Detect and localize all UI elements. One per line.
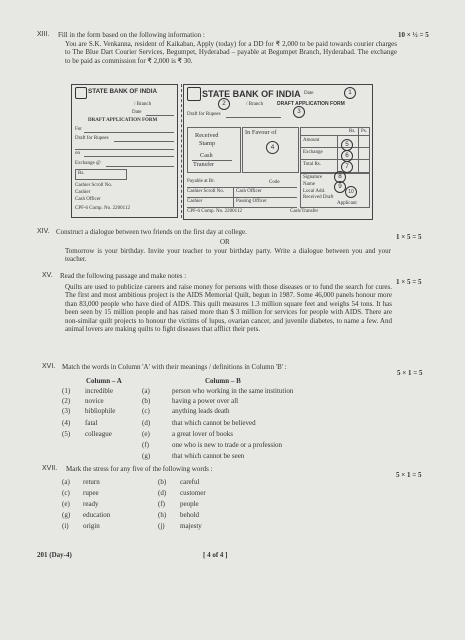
payable-at-label: Payable at Br.	[187, 179, 215, 184]
form-draft-for-field[interactable]	[226, 117, 281, 118]
counterfoil-draft-for-field[interactable]	[114, 141, 174, 142]
form-cpf: CPF-6 Comp. No. 2200112	[187, 209, 242, 214]
list-item: education	[83, 511, 111, 519]
list-item: anything leads death	[172, 407, 230, 415]
list-item-number: (f)	[158, 500, 165, 508]
q17-marks: 5 × 1 = 5	[396, 471, 422, 479]
received-stamp-box: Received Stamp Cash Transfer	[187, 127, 241, 173]
q16-text: Match the words in Column 'A' with their meanings / definitions in Column 'B' :	[62, 363, 287, 371]
counterfoil-exchange-field[interactable]	[106, 166, 174, 167]
list-item-number: (3)	[62, 407, 71, 415]
applicant-label: Applicant	[337, 201, 357, 206]
q14-alternative: Tomorrow is your birthday. Invite your teacher to your birthday party. Write a dialogue between you and your teacher.	[65, 247, 391, 264]
list-item: person who working in the same institution	[172, 387, 294, 395]
q13-instructions: You are S.K. Venkanna, resident of Kaikaban, Apply (today) for a DD for ₹ 2,000 to be paid towards courier charges to The Blue Dart Courier Services, Begumpet, Hyderabad – payable at Begumpet Branch, Hyderabad. The exchange to be paid as commission for ₹ 2,000 is ₹ 30.	[65, 40, 397, 65]
list-item-number: (b)	[158, 478, 167, 486]
counterfoil-for-label: For	[75, 127, 82, 132]
list-item-number: (e)	[62, 500, 70, 508]
amount-label: Amount	[303, 138, 320, 143]
marker-1: 1	[344, 87, 356, 99]
list-item: a great lover of books	[172, 430, 234, 438]
list-item-number: (b)	[142, 397, 151, 405]
q15-text: Read the following passage and make notes :	[60, 272, 187, 280]
counterfoil-exchange-label: Exchange @	[75, 161, 101, 166]
list-item-number: (1)	[62, 387, 71, 395]
cash-officer-label: Cash Officer	[236, 189, 262, 194]
list-item-number: (e)	[142, 430, 150, 438]
cash-transfer-label: Cash/Transfer	[290, 209, 319, 214]
list-item: fatal	[85, 419, 98, 427]
passing-officer-label: Passing Officer	[236, 199, 267, 204]
list-item-number: (g)	[142, 452, 151, 460]
q16-marks: 5 × 1 = 5	[397, 369, 423, 377]
q13-marks: 10 × ½ = 5	[398, 31, 429, 39]
form-draft-for-label: Draft for Rupees	[187, 112, 221, 117]
cashier-label: Cashier	[187, 199, 203, 204]
marker-2: 2	[218, 98, 230, 110]
form-branch-label: / Branch	[246, 102, 264, 107]
list-item: return	[83, 478, 100, 486]
q15-marks: 1 × 5 = 5	[396, 278, 422, 286]
list-item: one who is new to trade or a profession	[172, 441, 283, 449]
marker-6: 6	[341, 150, 353, 162]
counterfoil-branch-label: / Branch	[134, 102, 152, 107]
counterfoil-rs-box[interactable]: Rs.	[75, 169, 127, 180]
form-date-label: Date	[304, 91, 314, 96]
q14-marks: 1 × 5 = 5	[396, 233, 422, 241]
counterfoil-cashier: Cashier	[75, 190, 91, 195]
list-item-number: (4)	[62, 419, 71, 427]
footer-paper-code: 201 (Day-4)	[37, 551, 72, 559]
list-item: that which cannot be seen	[172, 452, 245, 460]
local-add-label: Local Add.	[303, 189, 326, 194]
list-item: behold	[180, 511, 200, 519]
counterfoil-draft-for-label: Draft for Rupees	[75, 136, 109, 141]
amount-table: Rs. Ps. Amount Exchange Total Rs.	[300, 127, 370, 173]
q17-text: Mark the stress for any five of the following words :	[66, 465, 213, 473]
list-item-number: (j)	[158, 522, 165, 530]
q17-number: XVII.	[42, 465, 58, 472]
list-item: that which cannot be believed	[172, 419, 256, 427]
q14-text: Construct a dialogue between two friends on the first day at college.	[56, 228, 247, 236]
list-item: origin	[83, 522, 100, 530]
marker-9: 9	[334, 181, 346, 193]
list-item-number: (i)	[62, 522, 69, 530]
counterfoil-cpf: CPF-6 Comp. No. 2200112	[75, 206, 130, 211]
list-item-number: (c)	[62, 489, 70, 497]
list-item: people	[180, 500, 199, 508]
list-item-number: (2)	[62, 397, 71, 405]
list-item: majesty	[180, 522, 202, 530]
exchange-label: Exchange	[303, 150, 323, 155]
footer-page-number: [ 4 of 4 ]	[203, 551, 228, 559]
marker-4: 4	[266, 141, 279, 154]
draft-form-counterfoil	[71, 84, 178, 218]
q16-column-a-header: Column – A	[86, 377, 122, 385]
form-title: DRAFT APPLICATION FORM	[277, 101, 345, 107]
q13-number: XIII.	[37, 31, 50, 38]
form-bank-name: STATE BANK OF INDIA	[202, 89, 301, 99]
marker-3: 3	[293, 106, 305, 118]
counterfoil-date-label: Date	[132, 110, 142, 115]
code-label: Code	[269, 180, 280, 185]
list-item: novice	[85, 397, 104, 405]
marker-10: 10	[345, 186, 357, 198]
list-item: careful	[180, 478, 200, 486]
q15-passage: Quilts are used to publicize careers and raise money for persons with those diseases or to fund the search for cures. The first and most ambitious project is the AIDS Memorial Quilt, begun in 1987. Some 46,000 panels honour more than 83,000 people who have died of AIDS. This quilt measures 1.3 million square feet and weighs 54 tons. It has been seen by 15 million people and has raised more than $ 3 million for services for people with AIDS. There are non-similar quilt projects to honour the victims of lupus, ovarian cancer, and juvenile diabetes, to name a few. And animal lovers are making quilts to fight diseases that afflict their pets.	[65, 283, 392, 334]
q14-or: OR	[220, 238, 230, 246]
counterfoil-on-label: on	[75, 151, 80, 156]
signature-label: Signature	[303, 175, 323, 180]
list-item-number: (h)	[158, 511, 167, 519]
list-item-number: (d)	[158, 489, 167, 497]
list-item: colleague	[85, 430, 112, 438]
list-item-number: (a)	[142, 387, 150, 395]
list-item-number: (c)	[142, 407, 150, 415]
received-draft-label: Received Draft	[303, 195, 334, 200]
in-favour-of-field[interactable]: In Favour of	[242, 127, 299, 173]
counterfoil-for-field[interactable]	[84, 132, 174, 133]
q15-number: XV.	[42, 272, 53, 279]
perforation-line	[181, 84, 182, 218]
counterfoil-form-title: DRAFT APPLICATION FORM	[88, 118, 158, 123]
counterfoil-bank-name: STATE BANK OF INDIA	[88, 88, 158, 95]
list-item: incredible	[85, 387, 113, 395]
list-item-number: (f)	[142, 441, 149, 449]
list-item: having a power over all	[172, 397, 239, 405]
counterfoil-cashier-scroll: Cashier Scroll No.	[75, 183, 113, 188]
list-item-number: (g)	[62, 511, 71, 519]
marker-7: 7	[341, 161, 353, 173]
sbi-logo-icon	[75, 87, 87, 99]
counterfoil-cash-officer: Cash Officer	[75, 197, 101, 202]
counterfoil-on-field[interactable]	[84, 156, 174, 157]
total-label: Total Rs.	[303, 162, 321, 167]
list-item: customer	[180, 489, 206, 497]
marker-5: 5	[341, 139, 353, 151]
list-item: rupee	[83, 489, 99, 497]
sbi-logo-icon	[187, 87, 201, 101]
marker-8: 8	[334, 171, 346, 183]
list-item: bibliophile	[85, 407, 116, 415]
q13-title: Fill in the form based on the following information :	[58, 31, 205, 39]
name-label: Name	[303, 182, 315, 187]
cashier-scroll-label: Cashier Scroll No.	[187, 189, 225, 194]
list-item-number: (d)	[142, 419, 151, 427]
list-item-number: (5)	[62, 430, 71, 438]
list-item: ready	[83, 500, 99, 508]
q16-column-b-header: Column – B	[205, 377, 241, 385]
q16-number: XVI.	[42, 363, 56, 370]
list-item-number: (a)	[62, 478, 70, 486]
q14-number: XIV.	[37, 228, 50, 235]
